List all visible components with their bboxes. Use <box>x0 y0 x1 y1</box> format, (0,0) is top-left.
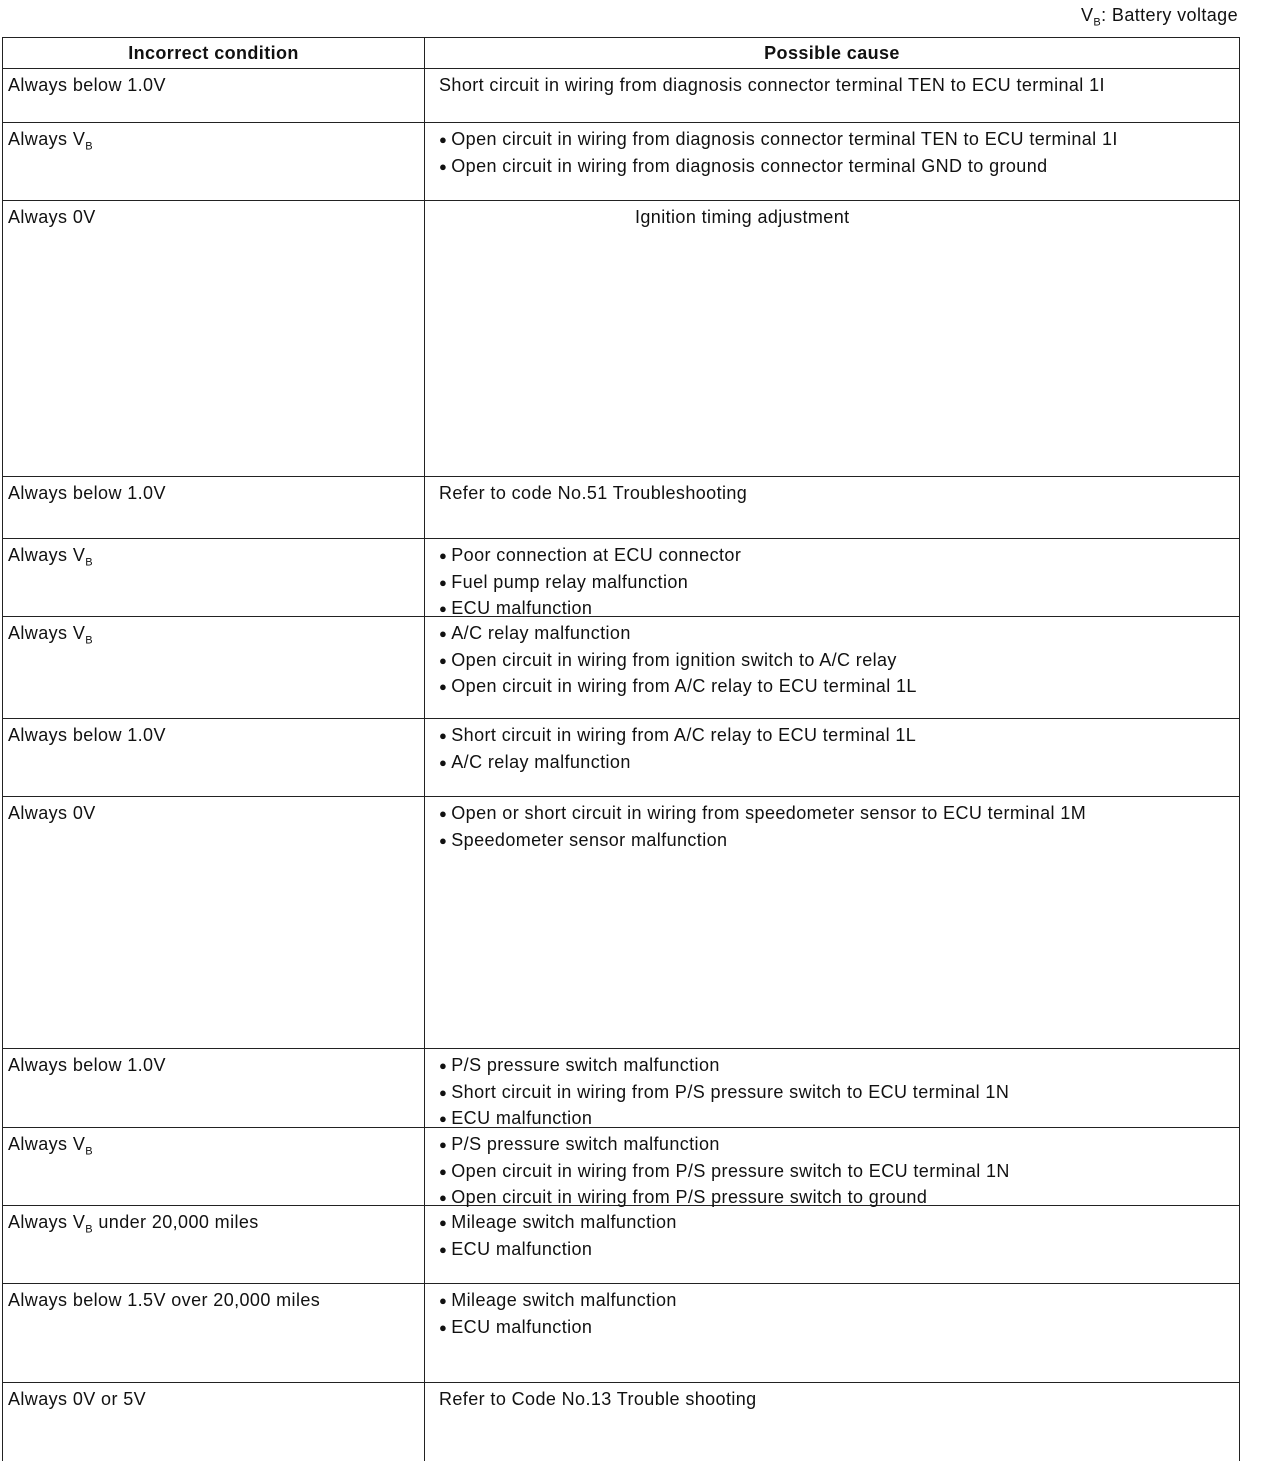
cause-item: Refer to code No.51 Troubleshooting <box>439 483 748 503</box>
cause-item: ● P/S pressure switch malfunction <box>439 1053 1239 1080</box>
condition-cell <box>3 1206 425 1283</box>
condition-text: Always below 1.0V <box>8 725 166 745</box>
cause-item: ● P/S pressure switch malfunction <box>439 1132 1239 1159</box>
cause-item: ● Short circuit in wiring from P/S pressure switch to ECU terminal 1N <box>439 1080 1239 1107</box>
cause-item: ● ECU malfunction <box>439 1237 1239 1264</box>
cause-item: Ignition timing adjustment <box>635 207 850 227</box>
condition-text: Always V <box>8 623 86 643</box>
troubleshooting-table <box>2 37 1240 1461</box>
condition-text: Always 0V or 5V <box>8 1389 147 1409</box>
condition-text: Always 0V <box>8 207 96 227</box>
condition-cell <box>3 1049 425 1127</box>
note-text: : Battery voltage <box>1101 5 1238 25</box>
cause-item: ● ECU malfunction <box>439 1106 1239 1133</box>
table-row <box>3 476 1239 538</box>
cause-item: ● Short circuit in wiring from A/C relay to ECU terminal 1L <box>439 723 1239 750</box>
table-row <box>3 1205 1239 1283</box>
condition-text: Always below 1.0V <box>8 75 166 95</box>
battery-voltage-note <box>1081 5 1238 29</box>
condition-text: Always below 1.0V <box>8 483 166 503</box>
header-incorrect-condition: Incorrect condition <box>3 38 425 68</box>
table-row <box>3 796 1239 1048</box>
condition-text: B <box>85 1223 93 1236</box>
cause-item: ● Open circuit in wiring from ignition switch to A/C relay <box>439 648 1239 675</box>
cause-item: ● Open circuit in wiring from P/S pressure switch to ECU terminal 1N <box>439 1159 1239 1186</box>
cause-cell <box>425 201 1239 476</box>
condition-text: Always below 1.5V over 20,000 miles <box>8 1290 321 1310</box>
cause-item: ● Speedometer sensor malfunction <box>439 828 1239 855</box>
cause-item: ● Open circuit in wiring from P/S pressure switch to ground <box>439 1185 1239 1212</box>
table-row <box>3 616 1239 718</box>
cause-item: ● Open circuit in wiring from A/C relay to ECU terminal 1L <box>439 674 1239 701</box>
condition-cell <box>3 477 425 538</box>
condition-text: Always V <box>8 1212 86 1232</box>
cause-cell <box>425 719 1239 796</box>
condition-cell <box>3 617 425 718</box>
cause-cell <box>425 1383 1239 1461</box>
table-row <box>3 538 1239 616</box>
cause-cell <box>425 797 1239 1048</box>
cause-cell <box>425 1206 1239 1283</box>
table-header <box>3 38 1239 68</box>
condition-cell <box>3 539 425 616</box>
condition-text: Always below 1.0V <box>8 1055 166 1075</box>
cause-item: ● ECU malfunction <box>439 1315 1239 1342</box>
cause-cell <box>425 123 1239 200</box>
table-row <box>3 1127 1239 1205</box>
cause-cell <box>425 477 1239 538</box>
condition-cell <box>3 69 425 122</box>
cause-item: Refer to Code No.13 Trouble shooting <box>439 1389 757 1409</box>
cause-item: ● Mileage switch malfunction <box>439 1210 1239 1237</box>
condition-text: Always V <box>8 129 86 149</box>
table-row <box>3 718 1239 796</box>
condition-text: B <box>85 634 93 647</box>
condition-text: B <box>85 1145 93 1158</box>
condition-text: under 20,000 miles <box>92 1212 259 1232</box>
cause-cell <box>425 1284 1239 1382</box>
condition-text: Always V <box>8 1134 86 1154</box>
table-row <box>3 200 1239 476</box>
condition-cell <box>3 719 425 796</box>
cause-cell <box>425 1128 1239 1205</box>
condition-cell <box>3 201 425 476</box>
cause-item: ● A/C relay malfunction <box>439 750 1239 777</box>
condition-cell <box>3 1383 425 1461</box>
cause-cell <box>425 539 1239 616</box>
table-row <box>3 1283 1239 1382</box>
condition-cell <box>3 797 425 1048</box>
table-row <box>3 68 1239 122</box>
cause-item: ● Open circuit in wiring from diagnosis connector terminal GND to ground <box>439 154 1239 181</box>
cause-item: ● Poor connection at ECU connector <box>439 543 1239 570</box>
note-subscript: B <box>1093 16 1102 29</box>
cause-item: Short circuit in wiring from diagnosis connector terminal TEN to ECU terminal 1I <box>439 75 1105 95</box>
note-text: V <box>1080 5 1094 25</box>
table-row <box>3 1048 1239 1127</box>
condition-cell <box>3 1128 425 1205</box>
header-possible-cause: Possible cause <box>764 43 900 63</box>
condition-text: Always 0V <box>8 803 96 823</box>
cause-cell <box>425 69 1239 122</box>
table-row <box>3 122 1239 200</box>
condition-cell <box>3 123 425 200</box>
cause-cell <box>425 617 1239 718</box>
condition-cell <box>3 1284 425 1382</box>
cause-item: ● Mileage switch malfunction <box>439 1288 1239 1315</box>
cause-cell <box>425 1049 1239 1127</box>
cause-item: ● A/C relay malfunction <box>439 621 1239 648</box>
cause-item: ● Open or short circuit in wiring from speedometer sensor to ECU terminal 1M <box>439 801 1239 828</box>
cause-item: ● Fuel pump relay malfunction <box>439 570 1239 597</box>
cause-item: ● Open circuit in wiring from diagnosis connector terminal TEN to ECU terminal 1I <box>439 127 1239 154</box>
cause-item: ● ECU malfunction <box>439 596 1239 623</box>
condition-text: B <box>85 140 93 153</box>
condition-text: Always V <box>8 545 86 565</box>
condition-text: B <box>85 556 93 569</box>
table-row <box>3 1382 1239 1461</box>
